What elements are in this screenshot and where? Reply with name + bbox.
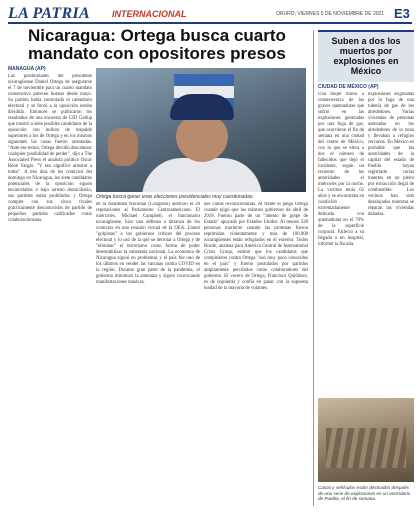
issue-date: ORURO, VIERNES 5 DE NOVIEMBRE DE 2021 [276,11,385,17]
main-photo-caption: Ortega busca ganar unas elecciones presidenciales muy cuestionadas. [96,194,254,200]
masthead [0,0,420,24]
main-byline: MANAGUA (AP) [8,66,46,72]
sidebar-body-column-2: explosiones originadas por la fuga de una tubería de gas de los alrededores. Varias viviendas de personas asentadas en los alrededores de la zona y llevaban a refugios cercanos. En México es probable que las autoridades de la capital del estado de Puebla hayan registrado varias muertes en un pleito por extracción ilegal de combustible. Los vecinos han sido desalojados mientras se reparan las viviendas dañadas. [368,92,414,217]
ortega-photo [96,68,306,192]
section-label: INTERNACIONAL [112,9,187,19]
column-divider [313,30,314,506]
sidebar-body-column-1: Una mujer murió a consecuencia de las graves quemaduras que sufrió en las explosiones generadas por una fuga de gas, que ocurrieron el fin de semana en una ciudad del centro de México, con lo que se eleva a dos el número de fallecidos que dejó el incidente, según un recuento de las autoridades el miércoles por la noche. La víctima tenía 62 años y se encontraba en condición extremadamente delicada con quemaduras en el 70% de la superficie corporal. Falleció a su llegada a un hospital, informó la fiscalía. [318,92,364,247]
rubble-shape [326,428,406,468]
page-number: E3 [394,6,410,21]
newspaper-logo: LA PATRIA [8,5,90,22]
masthead-rule [8,22,412,24]
main-body-column-2: de la Asamblea Nacional (Congreso) autorizó el 20 reputaciones al Parlamento Centroamericano. El miércoles, Michael Campbell, el funcionario nicaragüense, hizo una defensa a ultranza de los comicios en una reunión virtual de la OEA. Llamó "golpistas" a los gobiernos críticos del proceso electoral y lo usó de la que se derrotar a Ortega y de "eliminar" el terrorismo como forma de poder desestabilizar la soberanía nacional. La economía de Nicaragua siguió en problemas y el país fue uno de los últimos en vender las vacunas contra COVID en la región. Durante gran parte de la pandemia, el gobierno minimizó la amenaza y siguió convocando manifestaciones masivas. [96,202,200,285]
face-shape [176,116,228,162]
main-headline: Nicaragua: Ortega busca cuarto mandato con opositores presos [28,26,286,63]
main-body-column-3: nes varias revolucionarias. Al frente el juego Ortega cuando ejigó que los mismos gobiernos de abril de 2018. Fueron parte de un "intento de golpe de Estado" apoyado por Estados Unidos. Al menos 328 personas murieron cuando las protestas fueron reprimidas violentamente y más de 100.000 nicaragüenses están refugiados en el exterior. Todos Rosile, analista para América Central de International Crisis Group, estimó que los candidatos que compitieron contra Ortega "son muy poco conocidos en el país" y fueron postulados por partidos ampliamente percibidos como colaboradores del gobierno. El vocero de Ortega, Francisco Quiñónez, es de izquierda y confía en ganar con la supuesta lealtad de la mayoría de votantes. [204,202,308,291]
explosion-photo [318,398,414,482]
shirt-shape [142,158,262,192]
sidebar-byline: CIUDAD DE MÉXICO (AP) [318,84,379,90]
cap-shape [170,94,234,120]
raised-hand-shape [108,128,138,166]
sidebar-photo-caption: Casas y vehículos están destruidos después de una serie de explosiones en un vecindario de Puebla, el fin de semana. [318,485,411,501]
sidebar-headline: Suben a dos los muertos por explosiones en México [331,36,401,76]
main-body-column-1: Las posibilidades del presidente nicaragüense Daniel Ortega de asegurarse el 7 de noviembre para un cuarto mandato consecutivo parecen buenas desde mayo. Su partido había controlado el calendario electoral y se forzó a la oposición estaba dividida. Entonces se publicaron los resultados de una encuesta de CID Gallup que mostró a siete posibles candidatos de la oposición con índices de respaldo superiores a los de Ortega y en los mismos siguientes las cosas fueron arrestadas. "Ante ese temor, Ortega decidió descabezar cualquier posibilidad de perder", dijo a The Associated Press el analista político Oscar René Vargas. "Y eso significó arrestar a todos". A tres días de los comicios del domingo en Nicaragua, los siete candidatos potenciales de la oposición siguen encarcelados o bajo arresto domiciliario, sus partidos están prohibidos y Ortega compite con sus cinco rivales prácticamente desconocidos de partido de pequeños partidos calificados como colaboracionistas. [8,74,92,223]
